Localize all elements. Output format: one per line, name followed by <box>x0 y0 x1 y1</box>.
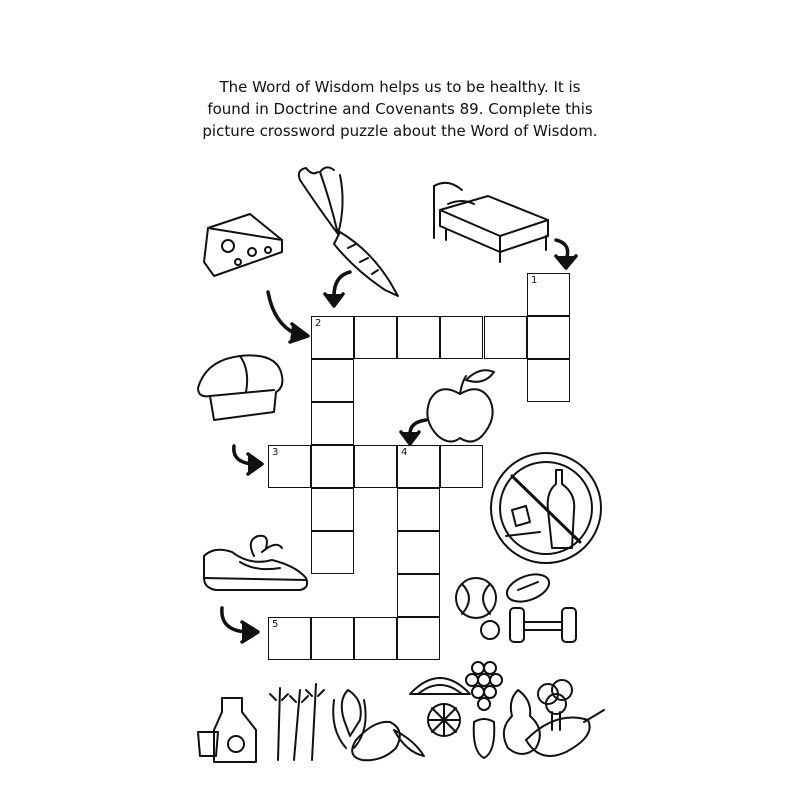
grid-cell[interactable] <box>440 445 483 488</box>
grid-cell[interactable] <box>397 445 440 488</box>
grid-cell[interactable] <box>354 316 397 359</box>
grid-cell[interactable] <box>311 617 354 660</box>
grid-cell[interactable] <box>527 359 570 402</box>
grid-cell[interactable] <box>484 316 527 359</box>
grid-cell[interactable] <box>268 445 311 488</box>
bread-icon <box>198 355 282 420</box>
instructions-line-2: found in Doctrine and Covenants 89. Complete this <box>207 100 593 118</box>
clue-number-4: 4 <box>401 447 408 458</box>
bed-icon <box>434 183 548 262</box>
grid-cell[interactable] <box>397 316 440 359</box>
grid-cell[interactable] <box>397 574 440 617</box>
sneaker-icon <box>204 536 307 590</box>
arrow-to-5-icon <box>222 608 258 642</box>
arrow-to-2-across-icon <box>268 292 308 342</box>
arrow-to-4-icon <box>401 420 426 444</box>
clue-number-2: 2 <box>315 318 322 329</box>
grid-cell[interactable] <box>397 531 440 574</box>
dumbbell-icon <box>510 608 576 642</box>
arrow-to-1-icon <box>556 240 576 268</box>
cheese-icon <box>204 214 282 276</box>
grid-cell[interactable] <box>311 445 354 488</box>
grid-cell[interactable] <box>440 316 483 359</box>
grid-cell[interactable] <box>311 531 354 574</box>
grid-cell[interactable] <box>311 488 354 531</box>
clue-number-1: 1 <box>531 275 538 286</box>
grid-cell[interactable] <box>311 316 354 359</box>
grid-cell[interactable] <box>354 617 397 660</box>
grid-cell[interactable] <box>527 316 570 359</box>
carrot-icon <box>299 167 398 296</box>
arrow-to-3-icon <box>234 446 262 474</box>
fruits-vegetables-grains-icon <box>198 662 604 762</box>
grid-cell[interactable] <box>397 617 440 660</box>
grid-cell[interactable] <box>311 402 354 445</box>
clue-number-5: 5 <box>272 619 279 630</box>
grid-cell[interactable] <box>268 617 311 660</box>
grid-cell[interactable] <box>311 359 354 402</box>
grid-cell[interactable] <box>397 488 440 531</box>
grid-cell[interactable] <box>527 273 570 316</box>
clue-number-3: 3 <box>272 447 279 458</box>
instructions-line-3: picture crossword puzzle about the Word of Wisdom. <box>202 122 598 140</box>
arrow-to-2-down-icon <box>325 272 350 306</box>
no-alcohol-tobacco-icon <box>491 453 601 563</box>
instructions-line-1: The Word of Wisdom helps us to be healthy. It is <box>219 78 581 96</box>
sports-balls-icon <box>456 569 553 639</box>
apple-icon <box>427 370 494 441</box>
grid-cell[interactable] <box>354 445 397 488</box>
